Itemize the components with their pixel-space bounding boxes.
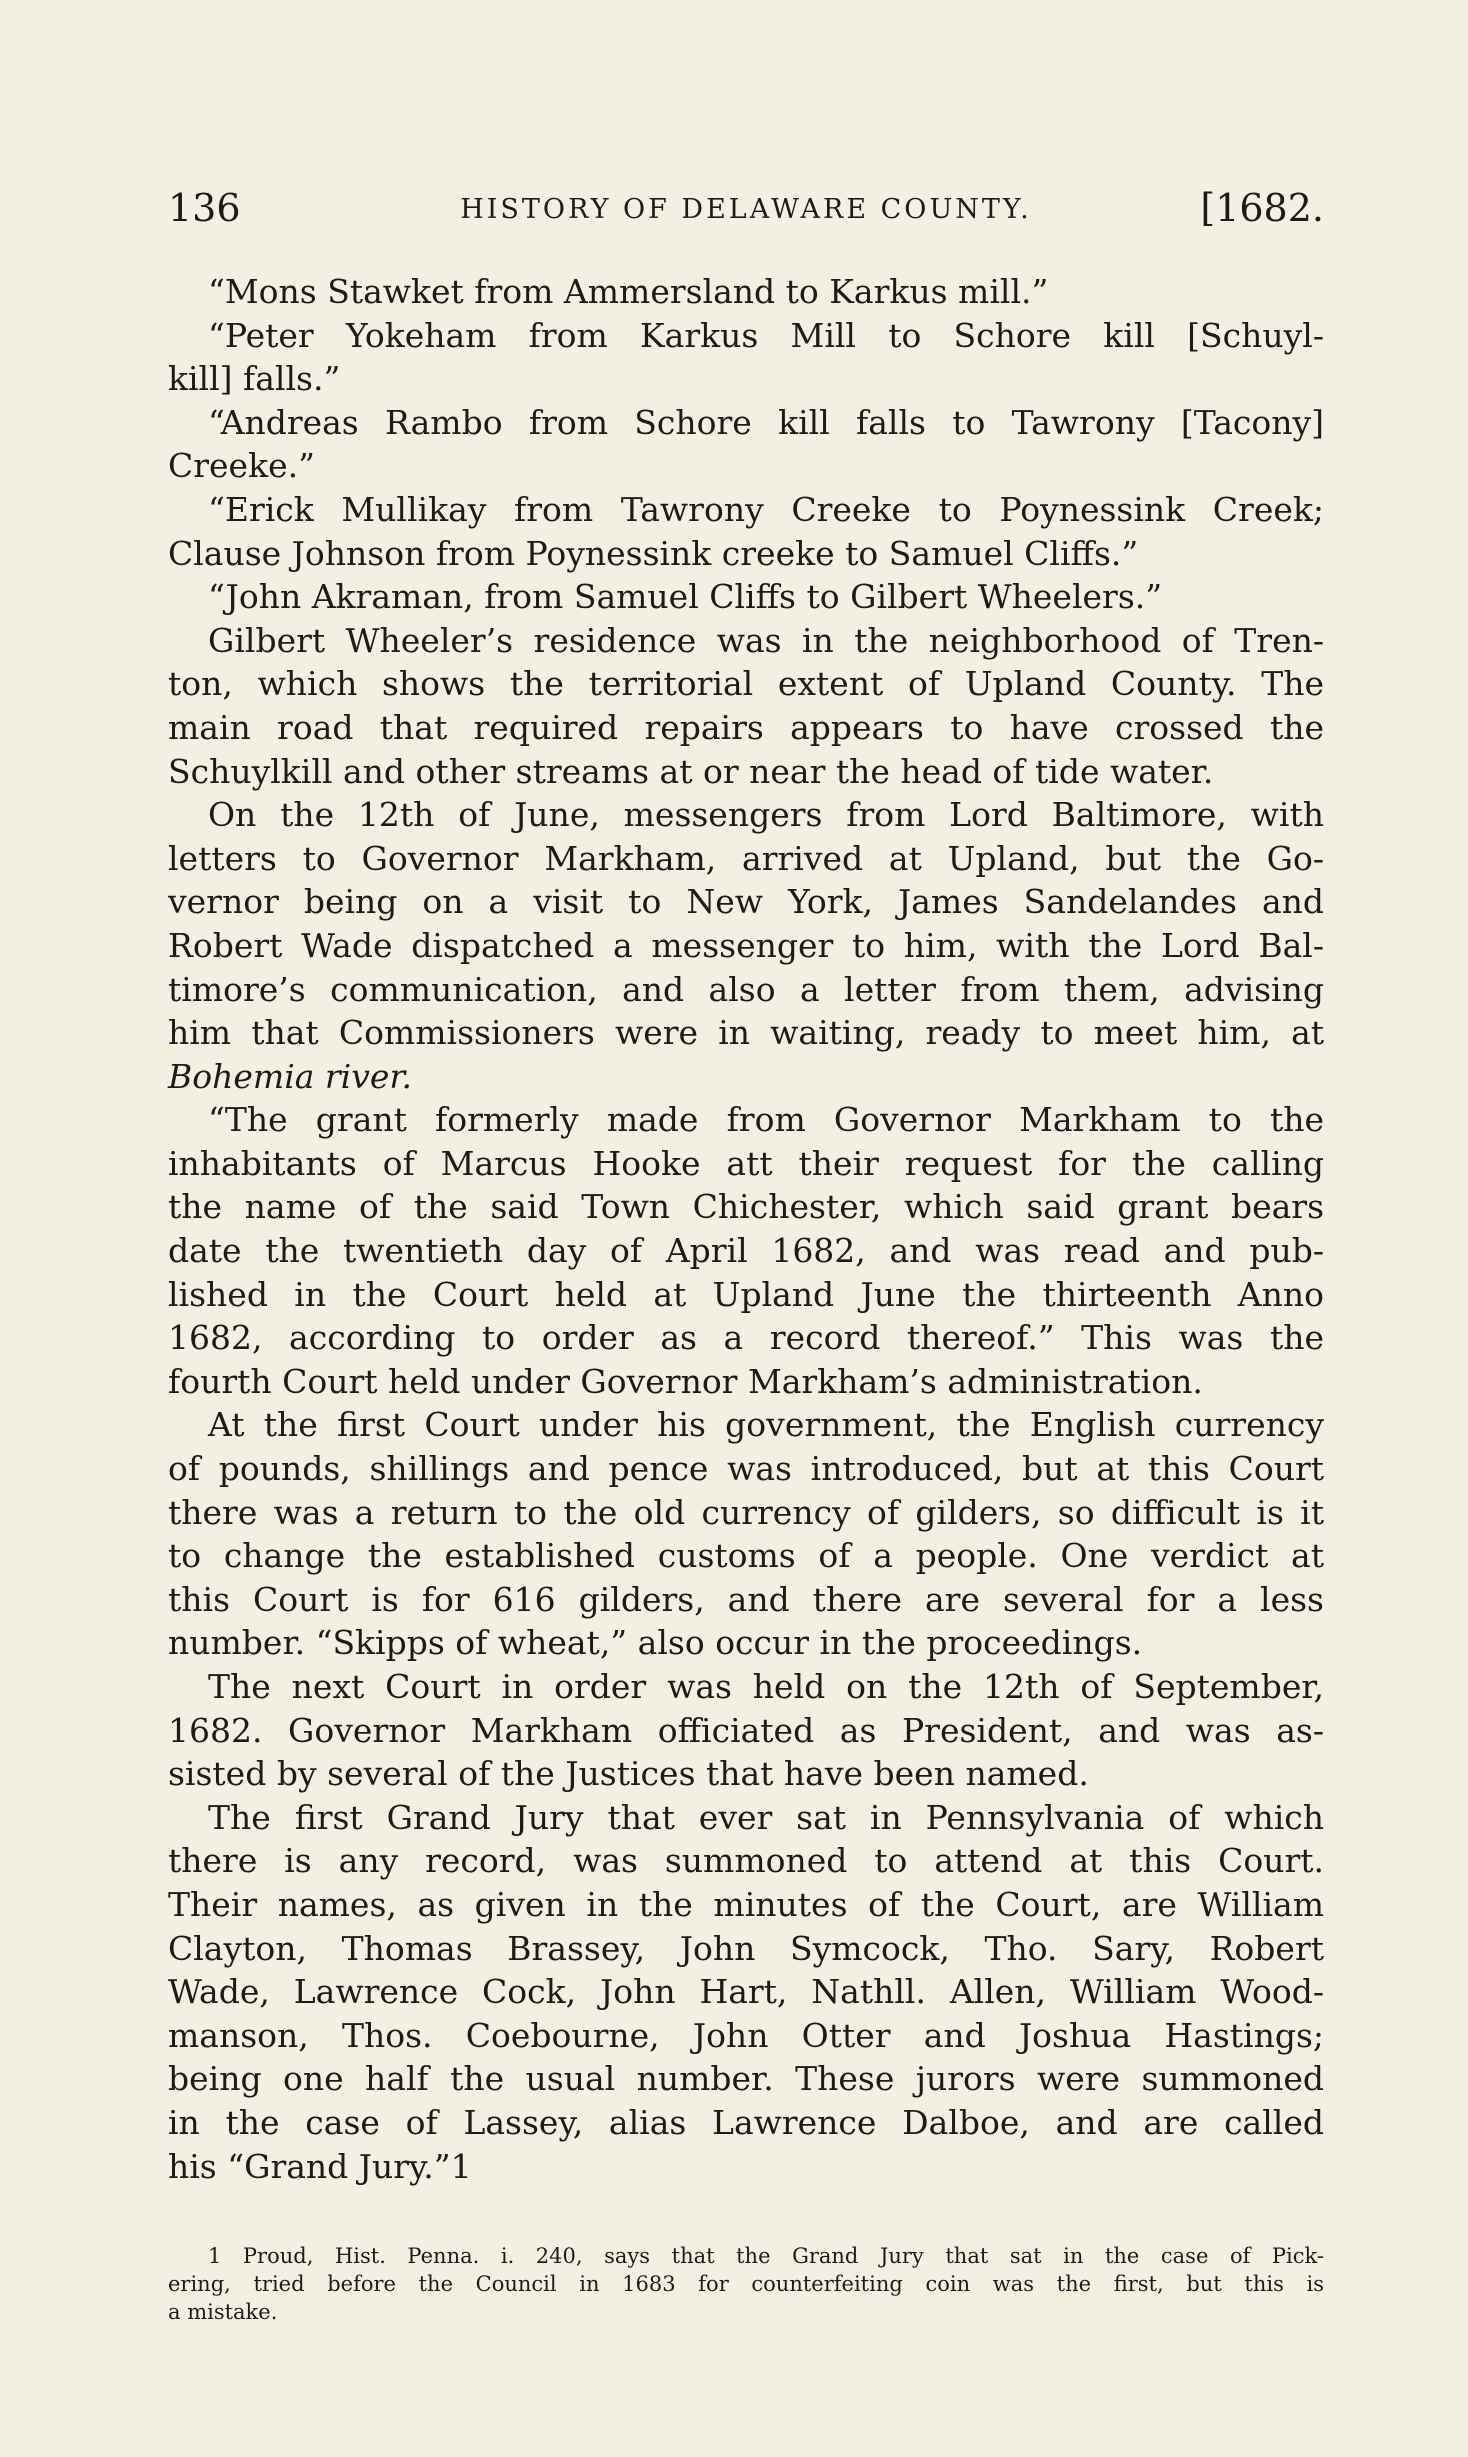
- page-number: 136: [168, 186, 241, 230]
- footnote-line: a mistake.: [168, 2300, 278, 2324]
- text-line: Bohemia river.: [168, 1056, 413, 1096]
- text-line: Clayton, Thomas Brassey, John Symcock, Tho. Sary, Robert: [168, 1928, 1324, 1968]
- text-line: “The grant formerly made from Governor Markham to the: [208, 1100, 1324, 1140]
- footnote: [168, 2242, 1324, 2326]
- text-line: “Andreas Rambo from Schore kill falls to Tawrony [Tacony]: [208, 402, 1324, 442]
- text-line: Clause Johnson from Poynessink creeke to Samuel Cliffs.”: [168, 533, 1139, 573]
- text-line: vernor being on a visit to New York, James Sandelandes and: [168, 882, 1324, 922]
- text-line: sisted by several of the Justices that have been named.: [168, 1754, 1089, 1794]
- text-line: there is any record, was summoned to attend at this Court.: [168, 1841, 1324, 1881]
- text-line: The next Court in order was held on the 12th of September,: [208, 1667, 1324, 1706]
- text-line: At the first Court under his government, the English currency: [208, 1405, 1324, 1445]
- text-line: him that Commissioners were in waiting, ready to meet him, at: [168, 1013, 1324, 1053]
- text-line: the name of the said Town Chichester, which said grant bears: [168, 1187, 1324, 1227]
- text-line: “John Akraman, from Samuel Cliffs to Gilbert Wheelers.”: [208, 577, 1163, 617]
- text-line: “Erick Mullikay from Tawrony Creeke to Poynessink Creek;: [208, 489, 1324, 529]
- text-line: Schuylkill and other streams at or near the head of tide water.: [168, 751, 1214, 791]
- text-line: fourth Court held under Governor Markham’s administration.: [168, 1361, 1203, 1401]
- text-line: this Court is for 616 gilders, and there are several for a less: [168, 1579, 1324, 1619]
- text-line: to change the established customs of a people. One verdict at: [168, 1536, 1324, 1576]
- text-line: Robert Wade dispatched a messenger to him, with the Lord Bal-: [168, 925, 1324, 965]
- text-line: The first Grand Jury that ever sat in Pennsylvania of which: [208, 1797, 1324, 1837]
- text-line: being one half the usual number. These jurors were summoned: [168, 2059, 1324, 2099]
- text-line: inhabitants of Marcus Hooke att their request for the calling: [168, 1143, 1324, 1183]
- text-line: kill] falls.”: [168, 359, 341, 399]
- text-line: in the case of Lassey, alias Lawrence Dalboe, and are called: [168, 2102, 1324, 2142]
- text-line: number. “Skipps of wheat,” also occur in the proceedings.: [168, 1623, 1143, 1663]
- text-line: main road that required repairs appears to have crossed the: [168, 707, 1324, 747]
- footnote-line: ering, tried before the Council in 1683 for counterfeiting coin was the first, but this is: [168, 2272, 1324, 2296]
- text-line: of pounds, shillings and pence was introduced, but at this Court: [168, 1449, 1324, 1489]
- text-line: Creeke.”: [168, 446, 315, 486]
- running-title: HISTORY OF DELAWARE COUNTY.: [460, 194, 1032, 225]
- text-line: timore’s communication, and also a letter from them, advising: [168, 969, 1324, 1009]
- text-line: his “Grand Jury.”1: [168, 2146, 472, 2186]
- text-line: “Peter Yokeham from Karkus Mill to Schore kill [Schuyl-: [208, 315, 1324, 355]
- text-line: there was a return to the old currency of gilders, so difficult is it: [168, 1492, 1324, 1532]
- text-line: On the 12th of June, messengers from Lord Baltimore, with: [208, 795, 1324, 835]
- text-line: 1682. Governor Markham officiated as President, and was as-: [168, 1710, 1324, 1750]
- running-header: [168, 186, 1324, 236]
- text-line: lished in the Court held at Upland June the thirteenth Anno: [168, 1274, 1324, 1314]
- text-line: Their names, as given in the minutes of the Court, are William: [168, 1884, 1324, 1924]
- text-line: manson, Thos. Coebourne, John Otter and Joshua Hastings;: [168, 2015, 1324, 2055]
- text-line: date the twentieth day of April 1682, and was read and pub-: [168, 1231, 1324, 1271]
- text-line: “Mons Stawket from Ammersland to Karkus mill.”: [208, 272, 1049, 311]
- header-year: [1682.: [1200, 186, 1324, 230]
- footnote-line: 1 Proud, Hist. Penna. i. 240, says that the Grand Jury that sat in the case of Pick-: [208, 2244, 1324, 2268]
- body-text: [168, 270, 1324, 2188]
- text-line: Gilbert Wheeler’s residence was in the neighborhood of Tren-: [208, 620, 1324, 660]
- text-line: 1682, according to order as a record thereof.” This was the: [168, 1318, 1324, 1358]
- text-line: Wade, Lawrence Cock, John Hart, Nathll. Allen, William Wood-: [168, 1972, 1324, 2012]
- text-line: ton, which shows the territorial extent of Upland County. The: [168, 664, 1324, 704]
- text-line: letters to Governor Markham, arrived at Upland, but the Go-: [168, 838, 1324, 878]
